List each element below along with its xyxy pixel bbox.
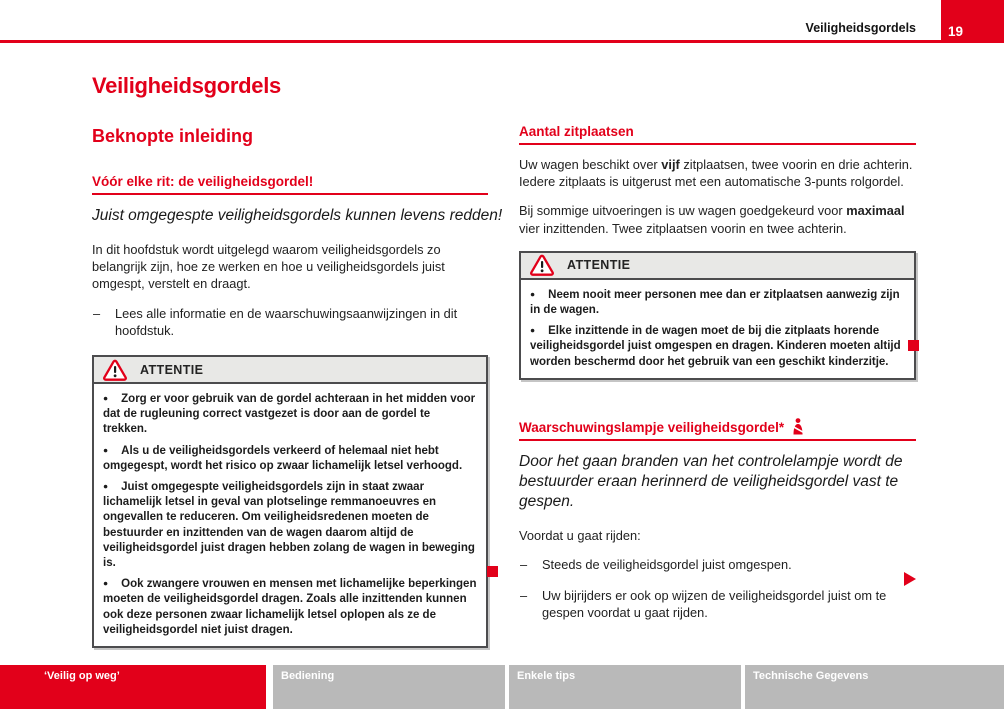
- warning-item: ● Neem nooit meer personen mee dan er zitplaatsen aanwezig zijn in de wagen.: [530, 288, 905, 318]
- page-continues-arrow-icon: [904, 572, 916, 586]
- header-rule: [0, 40, 1004, 43]
- bullet-icon: [103, 393, 121, 405]
- bold-word: maximaal: [846, 203, 905, 219]
- section-end-marker-icon: [487, 566, 498, 577]
- list-item: – Steeds de veiligheidsgordel juist omgespen.: [519, 556, 916, 573]
- section-end-marker-icon: [908, 340, 919, 351]
- footer-tab-technische-gegevens: Technische Gegevens: [745, 665, 1004, 709]
- warning-triangle-icon: [103, 359, 127, 381]
- footer-tab-bediening: Bediening: [273, 665, 505, 709]
- warning-box-body: [521, 280, 914, 378]
- warning-box-header: [521, 253, 914, 280]
- list-item: – Lees alle informatie en de waarschuwingsaanwijzingen in dit hoofdstuk.: [92, 305, 488, 339]
- footer-section-bar: [0, 665, 1004, 709]
- intro-paragraph: In dit hoofdstuk wordt uitgelegd waarom veiligheidsgordels zo belangrijk zijn, hoe ze werken en hoe u veiligheidsgordels juist omgespt, verstelt en draagt.: [92, 242, 445, 292]
- warning-item: ● Zorg er voor gebruik van de gordel achteraan in het midden voor dat de rugleuning correct vastgezet is door aan de gordel te trekken.: [103, 392, 477, 438]
- warning-box-body: [94, 384, 486, 646]
- warning-item: ● Juist omgegespte veiligheidsgordels zijn in staat zwaar lichamelijk letsel in geval van plotselinge remmanoeuvres en ongevallen te reduceren. Om veiligheidsredenen moeten de bestuurder en inzittenden van de wagen daarom altijd de veiligheidsgordel juist dragen hebben zolang de wagen in beweging is.: [103, 480, 477, 571]
- seatbelt-warning-icon: [791, 418, 805, 435]
- page-number: 19: [948, 24, 964, 39]
- lead-sentence: Juist omgegespte veiligheidsgordels kunnen levens redden!: [92, 207, 503, 224]
- warning-item: ● Ook zwangere vrouwen en mensen met lichamelijke beperkingen moeten de veiligheidsgordel dragen. Zoals alle inzittenden kunnen ook deze personen zwaar lichamelijk letsel oplopen als ze de veiligheidsgordel niet juist dragen.: [103, 577, 477, 638]
- warning-item: ● Als u de veiligheidsgordels verkeerd of helemaal niet hebt omgegespt, wordt het risico op zwaar lichamelijk letsel verhoogd.: [103, 444, 477, 474]
- bullet-icon: [530, 325, 548, 337]
- lamp-lead-sentence: Door het gaan branden van het controlelampje wordt de bestuurder eraan herinnerd de veiligheidsgordel vast te gespen.: [519, 452, 903, 510]
- section-heading: Beknopte inleiding: [92, 126, 254, 146]
- bullet-icon: [530, 289, 548, 301]
- footer-tab-enkele-tips: Enkele tips: [509, 665, 741, 709]
- chapter-heading: Veiligheidsgordels: [92, 73, 281, 98]
- page-number-box: [941, 0, 1004, 43]
- seats-paragraph-2: Bij sommige uitvoeringen is uw wagen goedgekeurd voor maximaal vier inzittenden. Twee zitplaatsen voorin en twee achterin.: [519, 203, 905, 236]
- list-item: – Uw bijrijders er ook op wijzen de veiligheidsgordel juist om te gespen voordat u gaat rijden.: [519, 587, 916, 621]
- subsection-heading-lamp: Waarschuwingslampje veiligheidsgordel*: [519, 418, 916, 441]
- bullet-icon: [103, 481, 121, 493]
- seats-paragraph-1: Uw wagen beschikt over vijf zitplaatsen, twee voorin en drie achterin. Iedere zitplaats is uitgerust met een automatische 3-punts rolgordel.: [519, 157, 913, 190]
- warning-item: ● Elke inzittende in de wagen moet de bij die zitplaats horende veiligheidsgordel juist omgespen en dragen. Kinderen moeten altijd worden beschermd door het gebruik van een geschikt kinderzitje.: [530, 324, 905, 370]
- left-column: [92, 73, 503, 648]
- bullet-icon: [103, 578, 121, 590]
- right-column: [519, 124, 916, 636]
- subsection-heading-seats: Aantal zitplaatsen: [519, 124, 916, 145]
- warning-box-header: [94, 357, 486, 384]
- bold-word: vijf: [661, 157, 680, 172]
- lamp-section: [519, 418, 916, 622]
- warning-box-left: [92, 355, 488, 648]
- warning-box-right: [519, 251, 916, 380]
- footer-tab-veilig-op-weg: ‘Veilig op weg’: [0, 665, 266, 709]
- subsection-heading: Vóór elke rit: de veiligheidsgordel!: [92, 174, 488, 195]
- warning-triangle-icon: [530, 254, 554, 276]
- warning-box-title: ATTENTIE: [567, 258, 631, 273]
- bullet-icon: [103, 445, 121, 457]
- running-header-title: Veiligheidsgordels: [805, 21, 916, 35]
- lamp-intro: Voordat u gaat rijden:: [519, 527, 641, 543]
- warning-box-title: ATTENTIE: [140, 362, 204, 377]
